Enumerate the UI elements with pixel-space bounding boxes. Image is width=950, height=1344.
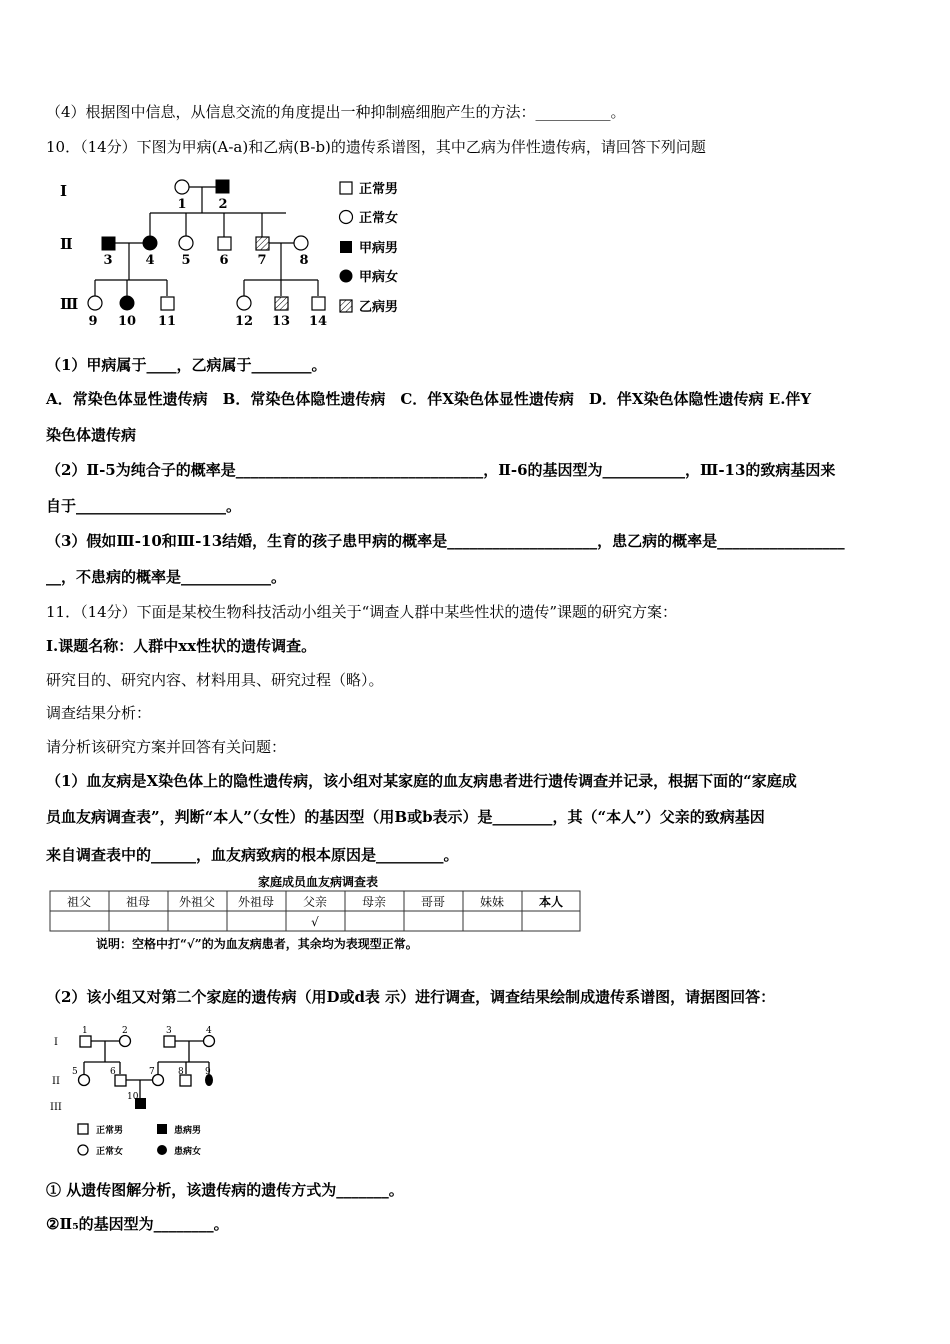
pedigree-chart-2 — [46, 1018, 236, 1163]
id-label-1: 1 — [177, 197, 187, 212]
table-title: 家庭成员血友病调查表 — [257, 875, 379, 889]
legend-a-male-label: 甲病男 — [359, 241, 399, 256]
ped2-id-7: 7 — [149, 1067, 155, 1077]
q11-line1: I.课题名称：人群中xx性状的遗传调查。 — [46, 637, 317, 655]
ped2-id-2: 2 — [122, 1026, 128, 1036]
q10-part3-line2: __，不患病的概率是____________。 — [46, 568, 287, 586]
table-header-sister: 妹妹 — [479, 895, 505, 909]
ped2-individual-1 — [80, 1036, 91, 1047]
id-label-4: 4 — [145, 253, 155, 268]
ped2-legend-normal-male-symbol — [78, 1124, 88, 1134]
table-header-self: 本人 — [538, 895, 564, 909]
table-header-grandmother: 祖母 — [125, 895, 151, 909]
q11-line4: 请分析该研究方案并回答有关问题： — [46, 738, 287, 756]
individual-11 — [161, 297, 174, 310]
pedigree-chart-1 — [46, 170, 426, 340]
q11-part2: （2）该小组又对第二个家庭的遗传病（用D或d表 示）进行调查，调查结果绘制成遗传系谱图，请据图回答： — [46, 988, 776, 1006]
family-survey-table — [46, 870, 586, 955]
q10-part1: （1）甲病属于____，乙病属于________。 — [46, 356, 327, 374]
individual-9 — [88, 296, 102, 310]
ped2-legend-normal-female-symbol — [78, 1145, 88, 1155]
gen-label-II: Ⅱ — [60, 235, 73, 253]
individual-4 — [143, 236, 157, 250]
individual-2 — [216, 180, 229, 193]
id-label-10: 10 — [117, 314, 137, 329]
q10-options-line2: 染色体遗传病 — [46, 426, 137, 444]
legend-b-male-symbol — [340, 300, 352, 312]
legend-normal-male-label: 正常男 — [359, 182, 399, 197]
table-cell-father-check: √ — [311, 915, 319, 929]
q11-subq2: ②Ⅱ₅的基因型为________。 — [46, 1215, 229, 1233]
ped2-id-3: 3 — [166, 1026, 172, 1036]
id-label-12: 12 — [234, 314, 254, 329]
individual-3 — [102, 237, 115, 250]
ped2-gen-I: I — [54, 1037, 58, 1048]
q11-line3: 调查结果分析： — [46, 704, 152, 722]
table-header-maternal-grandfather: 外祖父 — [178, 895, 216, 909]
individual-1 — [175, 180, 189, 194]
id-label-5: 5 — [181, 253, 191, 268]
id-label-7: 7 — [257, 253, 267, 268]
ped2-id-6: 6 — [110, 1067, 116, 1077]
ped2-legend-affected-male-symbol — [157, 1124, 167, 1134]
individual-6 — [218, 237, 231, 250]
q11-heading: 11．（14分）下面是某校生物科技活动小组关于“调查人群中某些性状的遗传”课题的研究方案： — [46, 603, 678, 621]
ped2-legend-affected-female-label: 患病女 — [174, 1147, 202, 1157]
individual-14 — [312, 297, 325, 310]
table-header-father: 父亲 — [302, 895, 328, 909]
id-label-11: 11 — [157, 314, 177, 329]
id-label-2: 2 — [218, 197, 228, 212]
id-label-13: 13 — [271, 314, 291, 329]
legend-a-female-symbol — [340, 270, 353, 283]
individual-13 — [275, 297, 288, 310]
ped2-individual-3 — [164, 1036, 175, 1047]
ped2-individual-6 — [115, 1075, 126, 1086]
ped2-gen-II: II — [52, 1076, 60, 1087]
q10-heading: 10．（14分）下图为甲病(A-a)和乙病(B-b)的遗传系谱图，其中乙病为伴性遗传病，请回答下列问题 — [46, 138, 706, 156]
id-label-14: 14 — [308, 314, 328, 329]
id-label-8: 8 — [299, 253, 309, 268]
ped2-id-5: 5 — [72, 1067, 78, 1077]
q11-line2: 研究目的、研究内容、材料用具、研究过程（略）。 — [46, 671, 384, 689]
ped2-legend-normal-female-label: 正常女 — [96, 1147, 124, 1157]
q11-part1-line3: 来自调查表中的______，血友病致病的根本原因是_________。 — [46, 846, 459, 864]
ped2-legend-affected-female-symbol — [157, 1145, 167, 1155]
ped2-id-4: 4 — [206, 1026, 212, 1036]
table-header-brother: 哥哥 — [420, 895, 446, 909]
ped2-id-1: 1 — [82, 1026, 88, 1036]
id-label-3: 3 — [103, 253, 113, 268]
individual-5 — [179, 236, 193, 250]
q10-options-line1: A．常染色体显性遗传病 B．常染色体隐性遗传病 C．伴X染色体显性遗传病 D．伴X染色体隐性遗传病 E.伴Y — [46, 390, 812, 408]
id-label-9: 9 — [88, 314, 98, 329]
table-header-mother: 母亲 — [361, 895, 387, 909]
ped2-individual-5 — [79, 1075, 90, 1086]
ped2-individual-2 — [120, 1036, 131, 1047]
q10-part2-line1: （2）Ⅱ-5为纯合子的概率是_________________________________，Ⅱ-6的基因型为___________，Ⅲ-13的致病基因来 — [46, 461, 836, 479]
legend-normal-female-symbol — [340, 211, 353, 224]
individual-8 — [294, 236, 308, 250]
ped2-legend-affected-male-label: 患病男 — [174, 1126, 202, 1136]
q11-part1-line1: （1）血友病是X染色体上的隐性遗传病，该小组对某家庭的血友病患者进行遗传调查并记录，根据下面的“家庭成 — [46, 772, 797, 790]
legend-a-female-label: 甲病女 — [359, 270, 399, 285]
legend-normal-female-label: 正常女 — [359, 211, 399, 226]
legend-b-male-label: 乙病男 — [359, 300, 399, 315]
table-note: 说明：空格中打“√”的为血友病患者，其余均为表现型正常。 — [96, 937, 418, 951]
q10-part2-line2: 自于____________________。 — [46, 497, 242, 515]
ped2-id-9: 9 — [205, 1067, 211, 1077]
gen-label-I: Ⅰ — [60, 182, 68, 200]
table-header-maternal-grandmother: 外祖母 — [237, 895, 275, 909]
individual-10 — [120, 296, 134, 310]
individual-12 — [237, 296, 251, 310]
gen-label-III: Ⅲ — [60, 295, 79, 313]
q9-part4: （4）根据图中信息，从信息交流的角度提出一种抑制癌细胞产生的方法：__________。 — [46, 103, 626, 121]
q11-part1-line2: 员血友病调查表”，判断“本人”（女性）的基因型（用B或b表示）是________，其（“本人”）父亲的致病基因 — [46, 808, 765, 826]
ped2-gen-III: III — [50, 1102, 62, 1113]
table-header-grandfather: 祖父 — [66, 895, 92, 909]
id-label-6: 6 — [219, 253, 229, 268]
individual-7 — [256, 237, 269, 250]
q10-part3-line1: （3）假如Ⅲ-10和Ⅲ-13结婚，生育的孩子患甲病的概率是____________________，患乙病的概率是_________________ — [46, 532, 845, 550]
ped2-id-10: 10 — [127, 1092, 139, 1102]
q11-subq1: ① 从遗传图解分析，该遗传病的遗传方式为_______。 — [46, 1181, 404, 1199]
ped2-legend-normal-male-label: 正常男 — [96, 1126, 124, 1136]
ped2-id-8: 8 — [178, 1067, 184, 1077]
ped2-individual-4 — [204, 1036, 215, 1047]
legend-normal-male-symbol — [340, 182, 352, 194]
legend-a-male-symbol — [340, 241, 352, 253]
